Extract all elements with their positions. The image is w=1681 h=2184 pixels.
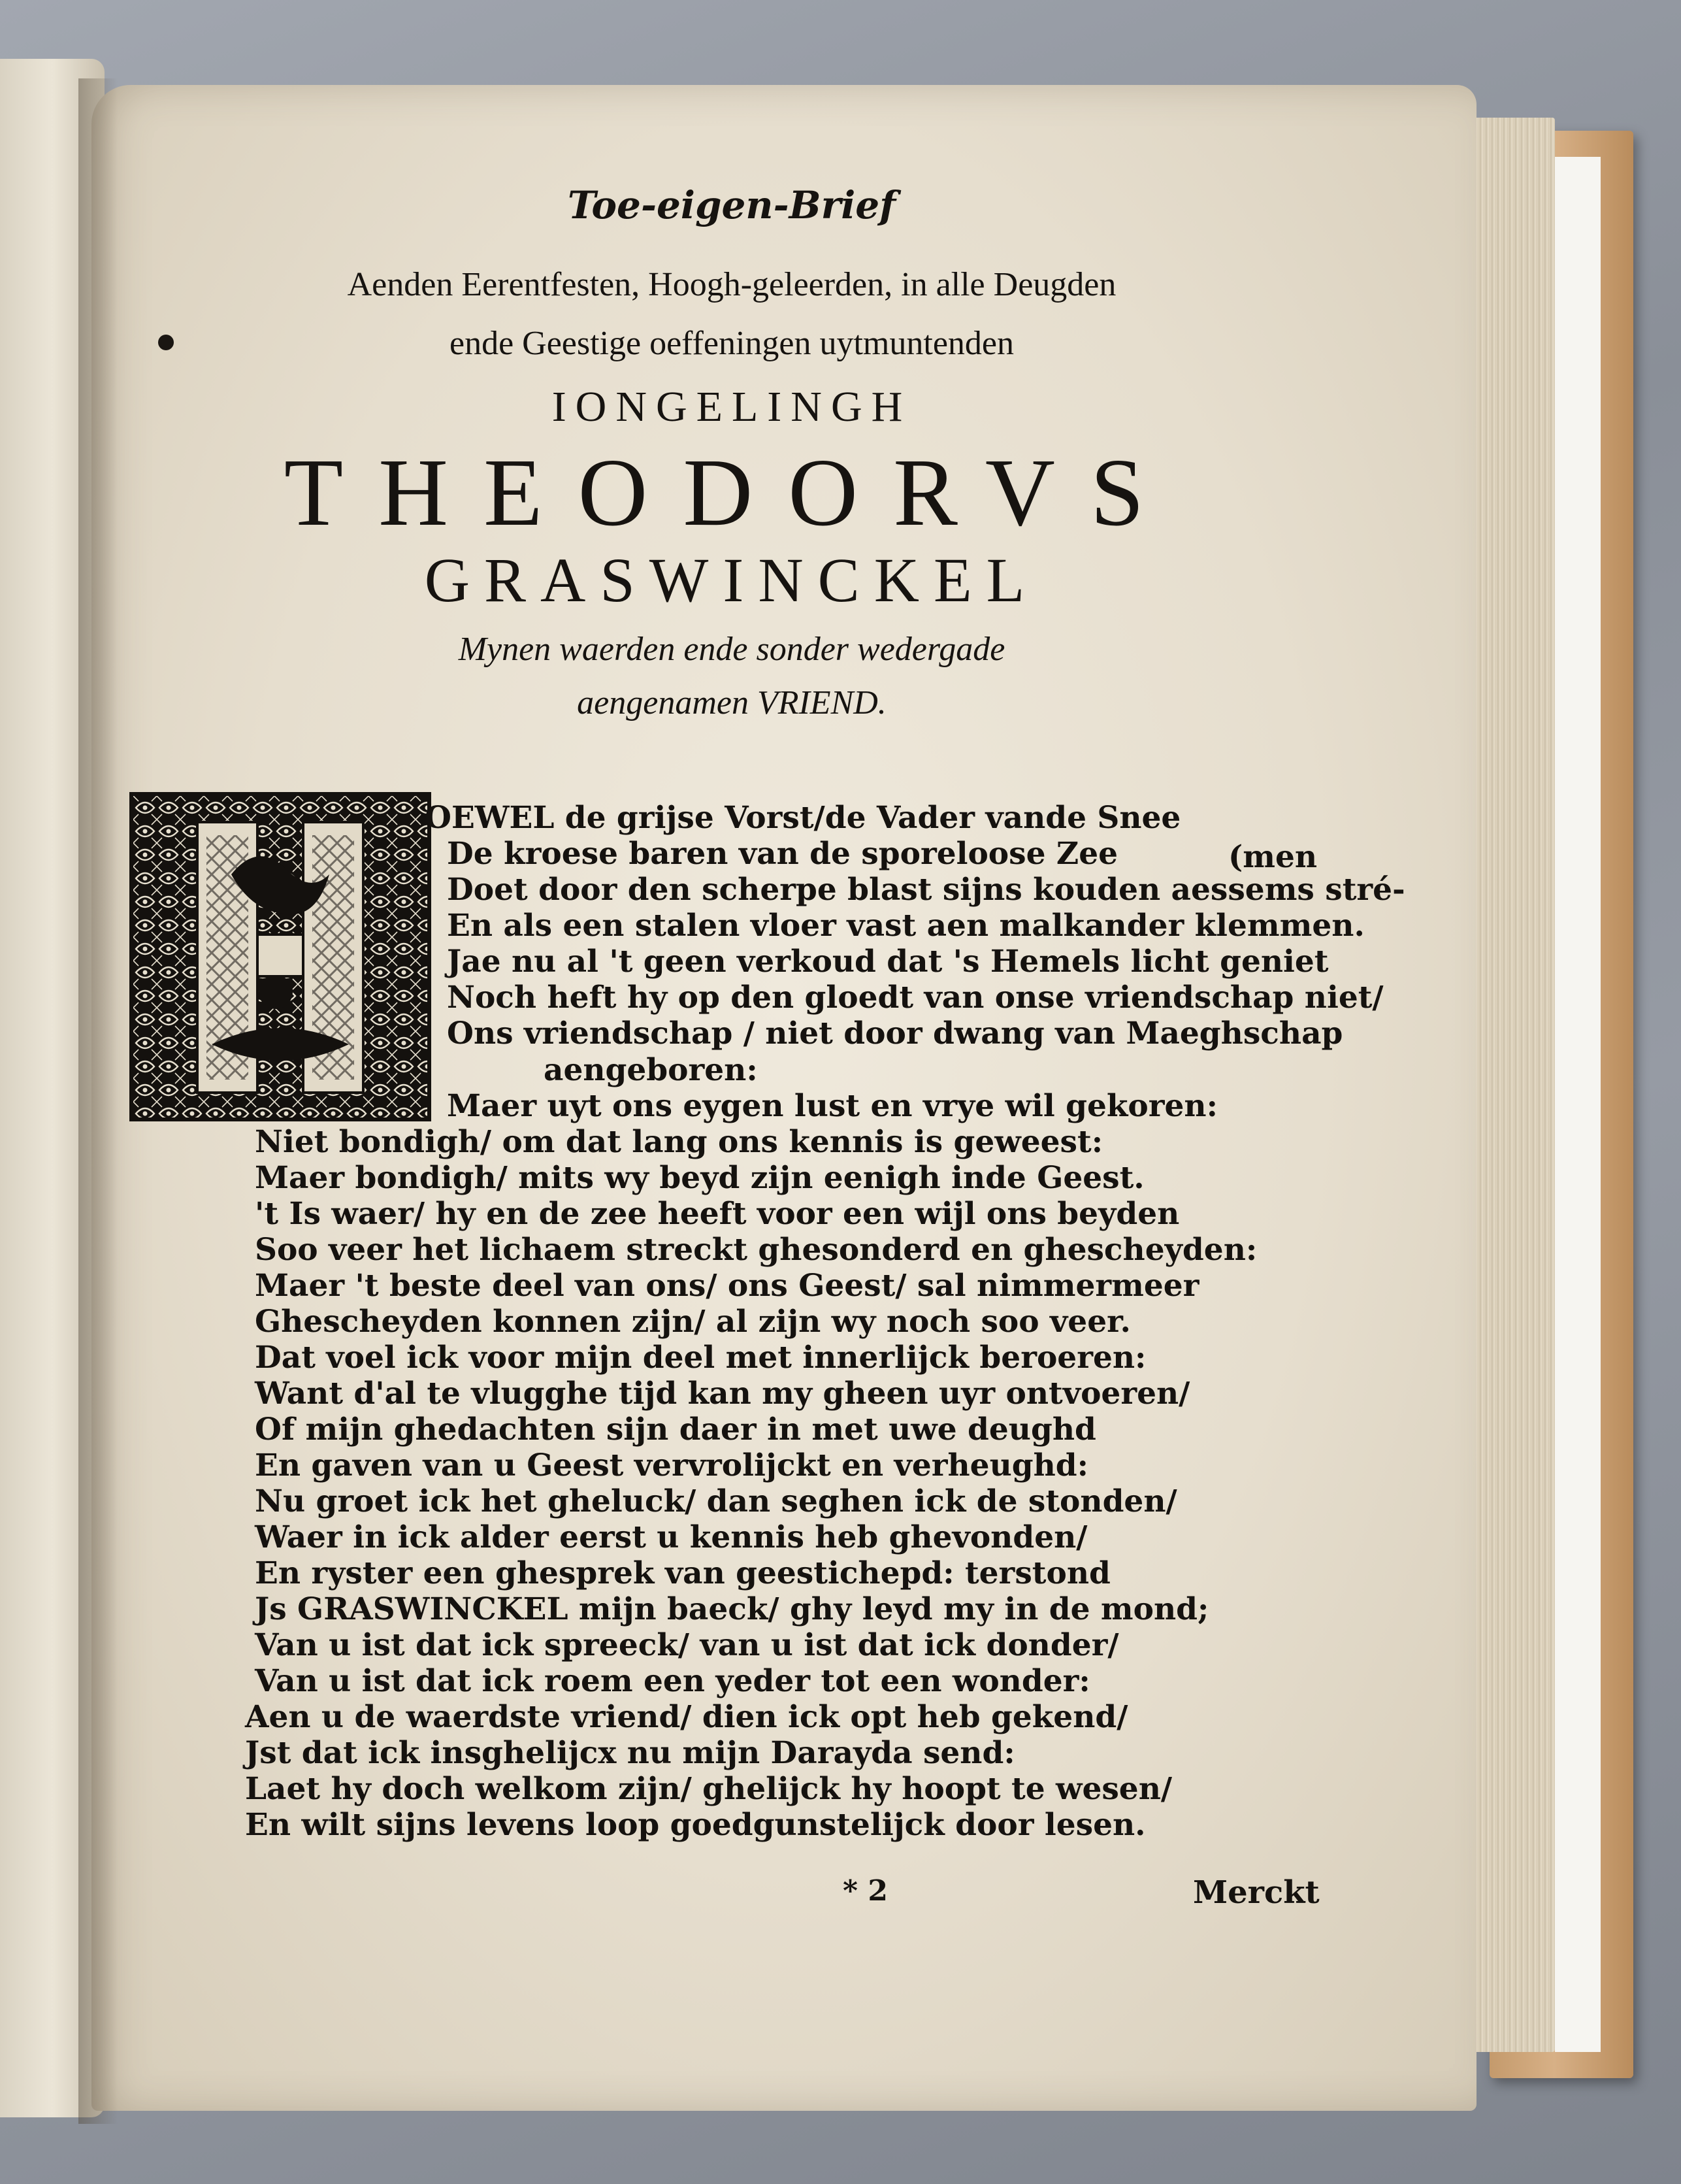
poem-line-7-turnover: aengeboren: bbox=[544, 1052, 758, 1088]
heading-line-1: Aenden Eerentfesten, Hoogh-geleerden, in alle Deugden bbox=[347, 266, 1117, 303]
poem-line-22: Js GRASWINCKEL mijn baeck/ ghy leyd my in de mond; bbox=[255, 1591, 1209, 1627]
poem-line-17: Of mijn ghedachten sijn daer in met uwe deughd bbox=[255, 1412, 1096, 1448]
poem-line-2: De kroese baren van de sporeloose Zee bbox=[447, 836, 1118, 872]
decorated-initial-h bbox=[129, 792, 431, 1121]
poem-line-7: Ons vriendschap / niet door dwang van Maeghschap bbox=[447, 1016, 1343, 1051]
poem-line-23: Van u ist dat ick spreeck/ van u ist dat ick donder/ bbox=[255, 1627, 1119, 1663]
poem-line-6: Noch heft hy op den gloedt van onse vriendschap niet/ bbox=[447, 980, 1384, 1016]
poem-line-25: Aen u de waerdste vriend/ dien ick opt heb gekend/ bbox=[245, 1699, 1128, 1735]
poem-line-2-turnover: (men bbox=[1228, 839, 1318, 875]
page-title: Toe-eigen-Brief bbox=[567, 183, 896, 227]
heading-name-last: GRASWINCKEL bbox=[424, 545, 1039, 615]
poem-line-15: Dat voel ick voor mijn deel met innerlijck beroeren: bbox=[255, 1340, 1147, 1376]
heading-line-2: ende Geestige oeffeningen uytmuntenden bbox=[449, 325, 1014, 362]
poem-line-18: En gaven van u Geest vervrolijckt en verheughd: bbox=[255, 1448, 1088, 1483]
heading-line-7: aengenamen VRIEND. bbox=[577, 684, 887, 721]
endpaper bbox=[1555, 157, 1601, 2052]
poem-line-27: Laet hy doch welkom zijn/ ghelijck hy hoopt te wesen/ bbox=[245, 1771, 1173, 1807]
poem-line-4: En als een stalen vloer vast aen malkander klemmen. bbox=[447, 908, 1365, 944]
poem-line-12: Soo veer het lichaem streckt ghesonderd en ghescheyden: bbox=[255, 1232, 1258, 1268]
poem-line-16: Want d'al te vlugghe tijd kan my gheen uyr ontvoeren/ bbox=[255, 1376, 1190, 1412]
heading-name-first: THEODORVS bbox=[284, 439, 1180, 546]
heading-line-6: Mynen waerden ende sonder wedergade bbox=[458, 631, 1005, 668]
poem-line-26: Jst dat ick insghelijcx nu mijn Darayda send: bbox=[245, 1735, 1015, 1771]
poem-line-28: En wilt sijns levens loop goedgunstelijck door lesen. bbox=[245, 1807, 1146, 1843]
poem-line-24: Van u ist dat ick roem een yeder tot een wonder: bbox=[255, 1663, 1090, 1699]
signature-mark: * 2 bbox=[843, 1874, 888, 1908]
poem-line-11: 't Is waer/ hy en de zee heeft voor een wijl ons beyden bbox=[255, 1196, 1180, 1232]
poem-line-13: Maer 't beste deel van ons/ ons Geest/ sal nimmermeer bbox=[255, 1268, 1200, 1304]
poem-line-21: En ryster een ghesprek van geestichepd: terstond bbox=[255, 1555, 1111, 1591]
poem-line-3: Doet door den scherpe blast sijns kouden aessems stré- bbox=[447, 872, 1405, 908]
poem-line-8: Maer uyt ons eygen lust en vrye wil gekoren: bbox=[447, 1088, 1218, 1124]
poem-line-1: OEWEL de grijse Vorst/de Vader vande Snee bbox=[425, 800, 1181, 836]
poem-line-20: Waer in ick alder eerst u kennis heb ghevonden/ bbox=[255, 1519, 1088, 1555]
catchword: Merckt bbox=[1193, 1874, 1320, 1911]
poem-line-10: Maer bondigh/ mits wy beyd zijn eenigh inde Geest. bbox=[255, 1160, 1145, 1196]
poem-line-19: Nu groet ick het gheluck/ dan seghen ick de stonden/ bbox=[255, 1483, 1177, 1519]
poem-line-9: Niet bondigh/ om dat lang ons kennis is geweest: bbox=[255, 1124, 1103, 1160]
poem-line-14: Ghescheyden konnen zijn/ al zijn wy noch soo veer. bbox=[255, 1304, 1131, 1340]
gutter-shadow bbox=[78, 78, 118, 2124]
poem-line-5: Jae nu al 't geen verkoud dat 's Hemels licht geniet bbox=[447, 944, 1329, 980]
heading-line-3: IONGELINGH bbox=[551, 383, 912, 431]
